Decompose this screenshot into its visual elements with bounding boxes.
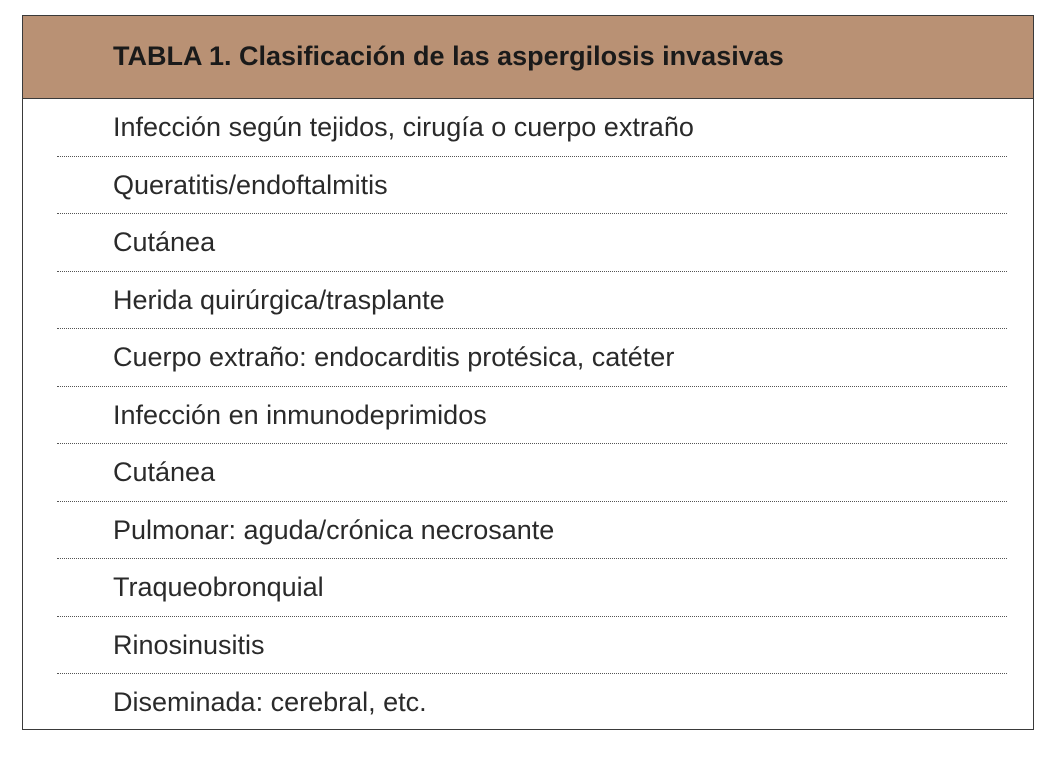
row-text-diseminada: Diseminada: cerebral, etc.: [113, 687, 427, 717]
row-text-herida-quirurgica: Herida quirúrgica/trasplante: [113, 284, 445, 315]
row-text-cutanea-2: Cutánea: [113, 457, 216, 487]
table-row: [57, 99, 1007, 157]
table-row: [57, 502, 1007, 560]
row-text-pulmonar: Pulmonar: aguda/crónica necrosante: [113, 514, 555, 545]
table-row: [57, 444, 1007, 502]
table-row: [57, 559, 1007, 617]
table-body: [57, 99, 1007, 732]
table-row: [57, 272, 1007, 330]
classification-table: [22, 15, 1034, 730]
table-row: [57, 329, 1007, 387]
table-row: [57, 214, 1007, 272]
table-header: [23, 16, 1033, 99]
row-text-cuerpo-extrano: Cuerpo extraño: endocarditis protésica, catéter: [113, 342, 675, 372]
row-text-traqueobronquial: Traqueobronquial: [113, 572, 324, 602]
table-row: [57, 157, 1007, 215]
row-text-queratitis: Queratitis/endoftalmitis: [113, 169, 388, 200]
row-text-infeccion-tejidos: Infección según tejidos, cirugía o cuerpo extraño: [113, 112, 694, 142]
row-text-rinosinusitis: Rinosinusitis: [113, 629, 265, 660]
table-row: [57, 387, 1007, 445]
table-row: [57, 617, 1007, 675]
table-row: [57, 674, 1007, 732]
table-title: TABLA 1. Clasificación de las aspergilosis invasivas: [113, 41, 784, 71]
row-text-cutanea: Cutánea: [113, 227, 216, 257]
row-text-infeccion-inmunodeprimidos: Infección en inmunodeprimidos: [113, 399, 487, 430]
